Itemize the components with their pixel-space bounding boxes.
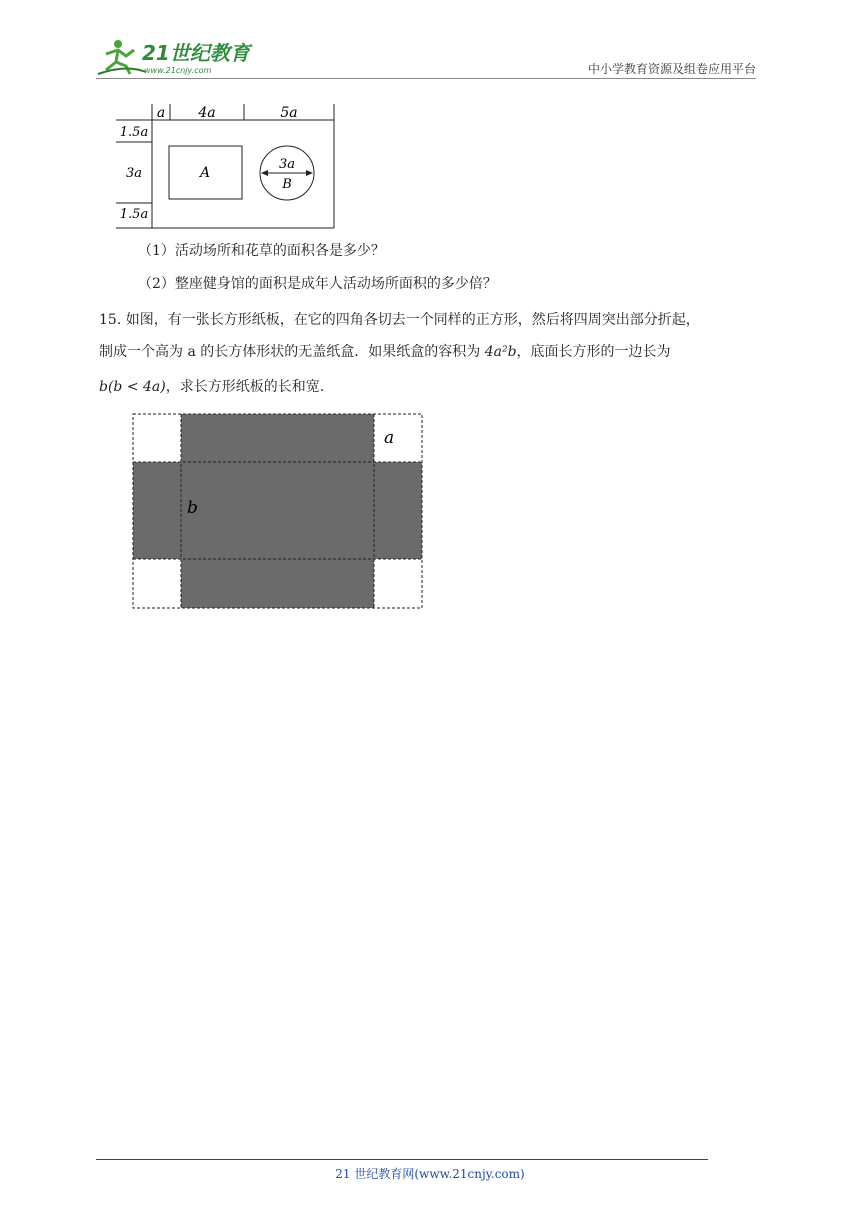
gym-layout-figure (116, 102, 338, 230)
site-logo (96, 36, 266, 78)
cardboard-net-figure (130, 411, 426, 613)
q15-line2 (99, 342, 671, 362)
q15-line1: 15. 如图，有一张长方形纸板，在它的四角各切去一个同样的正方形，然后将四周突出部分折起， (99, 312, 700, 328)
label-b: b (187, 498, 198, 518)
platform-title: 中小学教育资源及组卷应用平台 (587, 62, 756, 76)
q15-line3 (99, 377, 334, 397)
runner-icon (98, 40, 146, 74)
label-left-1-5a-top: 1.5a (119, 125, 149, 140)
q14-part2: （2）整座健身馆的面积是成年人活动场所面积的多少倍？ (138, 276, 497, 292)
logo-url: www.21cnjy.com (144, 66, 212, 75)
q15-line2-prefix: 制成一个高为 a 的长方体形状的无盖纸盒．如果纸盒的容积为 (99, 344, 485, 360)
q15-line2-suffix: ，底面长方形的一边长为 (516, 344, 671, 360)
q15-line3-suffix: ，求长方形纸板的长和宽． (165, 379, 334, 395)
circle-diameter-label: 3a (278, 157, 296, 172)
q14-part1: （1）活动场所和花草的面积各是多少？ (138, 243, 385, 259)
region-a-label: A (199, 165, 211, 181)
q15-condition-formula: b(b < 4a) (99, 379, 166, 395)
q15-volume-formula: 4a²b (484, 344, 517, 360)
net-middle-strip (133, 462, 422, 559)
label-top-4a: 4a (198, 105, 216, 121)
label-top-a: a (156, 105, 166, 121)
footer-divider (96, 1159, 708, 1160)
footer-link[interactable]: 21 世纪教育网(www.21cnjy.com) (335, 1167, 525, 1181)
label-top-5a: 5a (280, 105, 298, 121)
logo-title: 21世纪教育 (142, 41, 250, 65)
label-a: a (384, 428, 395, 448)
page-header (96, 36, 756, 78)
header-divider (96, 78, 756, 79)
label-left-3a: 3a (125, 166, 143, 181)
region-b-label: B (282, 177, 292, 192)
label-left-1-5a-bottom: 1.5a (119, 207, 149, 222)
